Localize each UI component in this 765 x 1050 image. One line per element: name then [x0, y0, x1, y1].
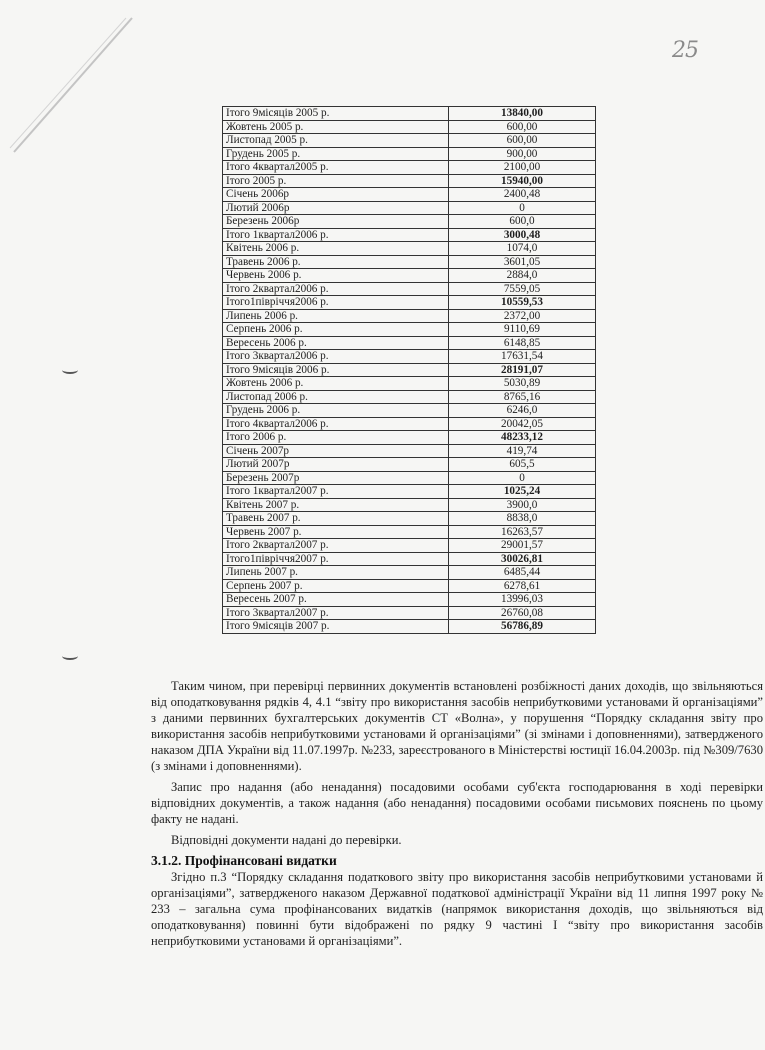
row-value: 26760,08: [449, 606, 596, 620]
row-value: 48233,12: [449, 431, 596, 445]
row-label: Липень 2007 р.: [223, 566, 449, 580]
documents-paragraph: Відповідні документи надані до перевірки.: [171, 833, 402, 847]
row-label: Ітого1півріччя2006 р.: [223, 296, 449, 310]
row-value: 10559,53: [449, 296, 596, 310]
corner-scan-mark: [0, 0, 160, 160]
table-row: [223, 566, 596, 580]
table-row: [223, 107, 596, 121]
table-row: [223, 201, 596, 215]
row-value: 16263,57: [449, 525, 596, 539]
row-value: 2400,48: [449, 188, 596, 202]
table-row: [223, 431, 596, 445]
table-row: [223, 593, 596, 607]
table-row: [223, 174, 596, 188]
table-row: [223, 471, 596, 485]
table-row: [223, 188, 596, 202]
row-label: Листопад 2005 р.: [223, 134, 449, 148]
row-label: Жовтень 2006 р.: [223, 377, 449, 391]
row-value: 17631,54: [449, 350, 596, 364]
row-value: 600,00: [449, 134, 596, 148]
row-label: Січень 2007р: [223, 444, 449, 458]
table-row: [223, 525, 596, 539]
row-label: Ітого 2006 р.: [223, 431, 449, 445]
table-row: [223, 579, 596, 593]
row-value: 605,5: [449, 458, 596, 472]
row-value: 900,00: [449, 147, 596, 161]
row-label: Ітого 3квартал2007 р.: [223, 606, 449, 620]
row-value: 419,74: [449, 444, 596, 458]
row-label: Ітого 1квартал2006 р.: [223, 228, 449, 242]
table-row: [223, 147, 596, 161]
table-row: [223, 242, 596, 256]
row-value: 600,00: [449, 120, 596, 134]
row-label: Червень 2007 р.: [223, 525, 449, 539]
table-row: [223, 161, 596, 175]
table-row: [223, 269, 596, 283]
row-label: Ітого 9місяців 2007 р.: [223, 620, 449, 634]
income-table: [222, 106, 596, 634]
row-value: 13840,00: [449, 107, 596, 121]
row-label: Травень 2007 р.: [223, 512, 449, 526]
row-label: Жовтень 2005 р.: [223, 120, 449, 134]
row-value: 1074,0: [449, 242, 596, 256]
table-row: [223, 377, 596, 391]
table-row: [223, 620, 596, 634]
table-row: [223, 350, 596, 364]
table-row: [223, 363, 596, 377]
row-value: 0: [449, 471, 596, 485]
row-label: Ітого 9місяців 2005 р.: [223, 107, 449, 121]
table-row: [223, 417, 596, 431]
row-value: 2884,0: [449, 269, 596, 283]
row-label: Ітого 1квартал2007 р.: [223, 485, 449, 499]
table-row: [223, 606, 596, 620]
row-value: 56786,89: [449, 620, 596, 634]
row-label: Травень 2006 р.: [223, 255, 449, 269]
table-row: [223, 120, 596, 134]
row-value: 0: [449, 201, 596, 215]
row-label: Вересень 2007 р.: [223, 593, 449, 607]
row-label: Листопад 2006 р.: [223, 390, 449, 404]
row-label: Липень 2006 р.: [223, 309, 449, 323]
row-label: Ітого 2квартал2006 р.: [223, 282, 449, 296]
section-body: [151, 869, 763, 949]
row-value: 3601,05: [449, 255, 596, 269]
explanation-paragraph: Запис про надання (або ненадання) посадовими особами суб'єкта господарювання в ході перевірки відповідних документів, а також надання (або ненадання) посадовими особами письмових пояснень по цьому факту не надані.: [151, 780, 763, 826]
row-label: Ітого 3квартал2006 р.: [223, 350, 449, 364]
row-label: Квітень 2006 р.: [223, 242, 449, 256]
row-label: Ітого 9місяців 2006 р.: [223, 363, 449, 377]
table-row: [223, 134, 596, 148]
row-value: 30026,81: [449, 552, 596, 566]
row-label: Вересень 2006 р.: [223, 336, 449, 350]
row-value: 8765,16: [449, 390, 596, 404]
row-label: Серпень 2006 р.: [223, 323, 449, 337]
row-value: 3900,0: [449, 498, 596, 512]
table-row: [223, 309, 596, 323]
row-value: 2372,00: [449, 309, 596, 323]
row-label: Січень 2006р: [223, 188, 449, 202]
row-value: 13996,03: [449, 593, 596, 607]
row-label: Лютий 2006р: [223, 201, 449, 215]
row-label: Червень 2006 р.: [223, 269, 449, 283]
table-row: [223, 512, 596, 526]
row-value: 6148,85: [449, 336, 596, 350]
row-value: 20042,05: [449, 417, 596, 431]
table-row: [223, 255, 596, 269]
row-value: 15940,00: [449, 174, 596, 188]
row-label: Квітень 2007 р.: [223, 498, 449, 512]
table-row: [223, 498, 596, 512]
row-value: 2100,00: [449, 161, 596, 175]
table-row: [223, 444, 596, 458]
table-row: [223, 552, 596, 566]
row-label: Ітого 2005 р.: [223, 174, 449, 188]
table-row: [223, 323, 596, 337]
table-row: [223, 296, 596, 310]
handwritten-page-number: 25: [672, 38, 698, 63]
row-value: 7559,05: [449, 282, 596, 296]
row-label: Ітого 4квартал2006 р.: [223, 417, 449, 431]
table-row: [223, 458, 596, 472]
expenses-paragraph: Згідно п.3 “Порядку складання податкового звіту про використання засобів неприбутковими установами й організаціями”, затвердженого наказом Державної податкової адміністрації України від 11 липня 1997 року № 233 – загальна сума профінансованих видатків (напрямок використання доходів, що звільняються від оподатковування) повинні бути відображені по рядку 9 частині І “звіту про використання засобів неприбутковими установами й організаціями”.: [151, 870, 763, 948]
row-value: 6246,0: [449, 404, 596, 418]
income-table-body: [223, 107, 596, 634]
table-row: [223, 282, 596, 296]
row-label: Серпень 2007 р.: [223, 579, 449, 593]
row-value: 1025,24: [449, 485, 596, 499]
row-value: 9110,69: [449, 323, 596, 337]
row-value: 29001,57: [449, 539, 596, 553]
row-label: Лютий 2007р: [223, 458, 449, 472]
row-label: Ітого 2квартал2007 р.: [223, 539, 449, 553]
table-row: [223, 485, 596, 499]
table-row: [223, 336, 596, 350]
row-label: Ітого1півріччя2007 р.: [223, 552, 449, 566]
row-label: Березень 2006р: [223, 215, 449, 229]
row-label: Березень 2007р: [223, 471, 449, 485]
table-row: [223, 215, 596, 229]
section-title: 3.1.2. Профінансовані видатки: [151, 853, 337, 868]
row-value: 8838,0: [449, 512, 596, 526]
row-value: 28191,07: [449, 363, 596, 377]
table-row: [223, 404, 596, 418]
row-value: 3000,48: [449, 228, 596, 242]
row-label: Грудень 2005 р.: [223, 147, 449, 161]
hole-punch-mark-upper: [62, 366, 78, 374]
row-value: 600,0: [449, 215, 596, 229]
row-value: 5030,89: [449, 377, 596, 391]
table-row: [223, 390, 596, 404]
findings-block: [151, 678, 763, 848]
row-value: 6278,61: [449, 579, 596, 593]
row-value: 6485,44: [449, 566, 596, 580]
hole-punch-mark-lower: [62, 652, 78, 660]
finding-paragraph: Таким чином, при перевірці первинних документів встановлені розбіжності даних доходів, що звільняються від оподатковування рядків 4, 4.1 “звіту про використання засобів неприбутковими установами й організаціями” з даними первинних бухгалтерських документів СТ «Волна», у порушення “Порядку складання звіту про використання засобів неприбутковими установами й організаціями” (зі змінами і доповненнями), затвердженого наказом ДПА України від 11.07.1997р. №233, зареєстрованого в Міністерстві юстиції 16.04.2003р. під №309/7630 (з змінами і доповненнями).: [151, 679, 763, 773]
row-label: Грудень 2006 р.: [223, 404, 449, 418]
table-row: [223, 539, 596, 553]
row-label: Ітого 4квартал2005 р.: [223, 161, 449, 175]
table-row: [223, 228, 596, 242]
